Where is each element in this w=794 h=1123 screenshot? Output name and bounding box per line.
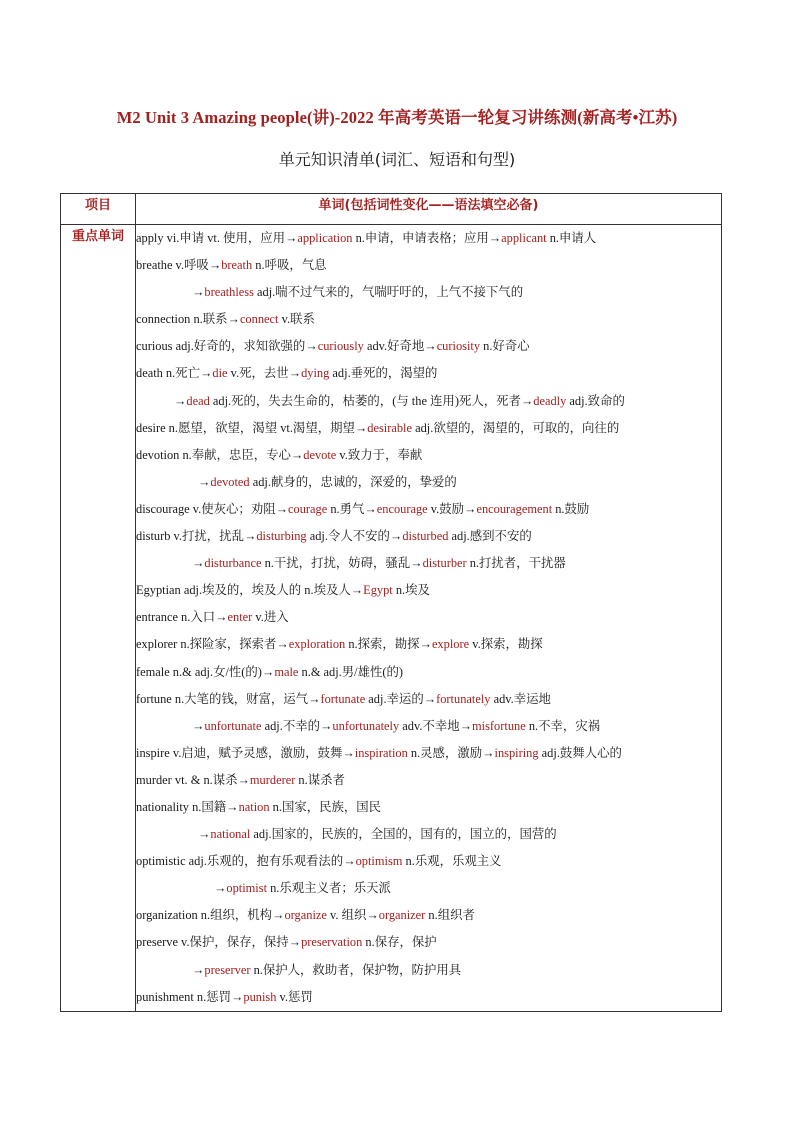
vocab-text: v.进入 — [252, 610, 289, 625]
vocab-derivative: exploration — [288, 637, 346, 652]
vocab-derivative: nation — [238, 799, 270, 814]
vocab-text: → — [192, 285, 205, 300]
vocab-text: n.灵感，激励→ — [407, 745, 495, 760]
vocab-line — [136, 415, 721, 442]
page-subtitle: 单元知识清单(词汇、短语和句型) — [278, 150, 516, 169]
vocab-text: adj.感到不安的 — [448, 529, 532, 544]
vocab-derivative: punish — [243, 989, 277, 1004]
vocab-derivative: dying — [301, 366, 330, 381]
vocab-line — [136, 767, 721, 794]
vocab-derivative: inspiring — [494, 745, 539, 760]
vocab-derivative: murderer — [249, 772, 296, 787]
vocab-derivative: fortunate — [320, 691, 366, 706]
vocab-text: v. 组织→ — [326, 908, 379, 923]
vocab-line — [136, 848, 721, 875]
vocab-text: adj.幸运的→ — [365, 691, 437, 706]
vocab-text: entrance n.入口→ — [136, 610, 228, 625]
vocab-derivative: disturbance — [204, 556, 262, 571]
vocab-line — [136, 902, 721, 929]
vocab-text: adj.死的，失去生命的，枯萎的，(与 the 连用)死人，死者→ — [209, 393, 534, 408]
vocab-derivative: applicant — [501, 231, 547, 245]
vocab-text: discourage v.使灰心；劝阻→ — [136, 501, 288, 516]
vocab-text: preserve v.保护，保存，保持→ — [136, 935, 302, 950]
vocab-text: n.好奇心 — [480, 339, 530, 354]
vocab-text: n.谋杀者 — [295, 772, 345, 787]
vocab-text: n.组织者 — [425, 908, 475, 923]
vocab-text: v.死，去世→ — [227, 366, 302, 381]
vocab-text: adj.欲望的，渴望的，可取的，向往的 — [412, 420, 620, 435]
header-item-column: 项目 — [61, 194, 136, 225]
vocab-text: n.申请人 — [546, 231, 597, 245]
vocab-text: adj.献身的，忠诚的，深爱的，挚爱的 — [249, 474, 457, 489]
vocab-text: nationality n.国籍→ — [136, 799, 239, 814]
vocab-line — [136, 496, 721, 523]
vocab-derivative: connect — [239, 312, 279, 327]
page-title: M2 Unit 3 Amazing people(讲)-2022 年高考英语一轮复习讲练测(新高考•江苏) — [116, 108, 678, 127]
table-row — [61, 225, 722, 1012]
vocab-derivative: courage — [288, 501, 328, 516]
vocab-line — [136, 225, 721, 252]
vocab-text: devotion n.奉献，忠臣，专心→ — [136, 447, 304, 462]
vocab-text: → — [174, 393, 187, 408]
vocab-derivative: fortunately — [436, 691, 491, 706]
vocab-derivative: die — [212, 366, 228, 381]
vocab-text: murder vt. & n.谋杀→ — [136, 772, 250, 787]
vocab-text: explorer n.探险家，探索者→ — [136, 637, 289, 652]
vocab-text: adj.致命的 — [566, 393, 625, 408]
vocab-derivative: application — [297, 231, 353, 245]
vocab-derivative: organizer — [378, 908, 426, 923]
vocab-derivative: dead — [186, 393, 210, 408]
vocab-line — [136, 740, 721, 767]
vocab-line — [136, 306, 721, 333]
vocab-text: apply vi.申请 vt. 使用，应用→ — [136, 231, 298, 245]
vocab-text: v.致力于，奉献 — [336, 447, 423, 462]
vocab-text: fortune n.大笔的钱，财富，运气→ — [136, 691, 321, 706]
vocab-text: optimistic adj.乐观的，抱有乐观看法的→ — [136, 854, 356, 869]
vocab-derivative: breathless — [204, 285, 254, 300]
vocab-text: v.惩罚 — [276, 989, 313, 1004]
vocab-text: adj.令人不安的→ — [306, 529, 403, 544]
vocab-text: adv.好奇地→ — [363, 339, 437, 354]
vocab-line — [136, 388, 721, 415]
vocab-text: connection n.联系→ — [136, 312, 240, 327]
vocab-text: v.探索，勘探 — [469, 637, 543, 652]
vocab-text: adj.鼓舞人心的 — [538, 745, 622, 760]
vocab-line — [136, 469, 721, 496]
vocab-text: n.& adj.男/雄性(的) — [298, 664, 404, 679]
vocab-line — [136, 686, 721, 713]
vocab-derivative: national — [210, 827, 251, 842]
vocabulary-table — [60, 193, 722, 1012]
vocab-text: curious adj.好奇的，求知欲强的→ — [136, 339, 318, 354]
vocab-text: adj.国家的，民族的，全国的，国有的，国立的，国营的 — [250, 827, 557, 842]
vocab-line — [136, 713, 721, 740]
vocab-line — [136, 550, 721, 577]
vocab-text: adv.幸运地 — [490, 691, 551, 706]
vocab-derivative: optimism — [355, 854, 403, 869]
category-label: 重点单词 — [61, 225, 136, 1012]
vocab-text: n.乐观，乐观主义 — [402, 854, 502, 869]
vocab-line — [136, 984, 721, 1011]
vocab-text: v.鼓励→ — [427, 501, 477, 516]
vocab-derivative: devote — [303, 447, 337, 462]
vocab-text: → — [192, 556, 205, 571]
vocab-text: death n.死亡→ — [136, 366, 213, 381]
vocab-derivative: disturbing — [256, 529, 307, 544]
vocab-derivative: devoted — [210, 474, 250, 489]
vocab-derivative: deadly — [533, 393, 567, 408]
vocab-text: → — [192, 962, 205, 977]
vocab-line — [136, 279, 721, 306]
vocab-text: n.勇气→ — [327, 501, 377, 516]
vocab-text: n.探索，勘探→ — [345, 637, 432, 652]
vocab-line — [136, 577, 721, 604]
vocab-text: desire n.愿望，欲望，渴望 vt.渴望，期望→ — [136, 420, 368, 435]
vocab-text: punishment n.惩罚→ — [136, 989, 244, 1004]
vocab-text: n.申请，申请表格；应用→ — [352, 231, 502, 245]
header-words-column: 单词(包括词性变化——语法填空必备) — [136, 194, 722, 225]
vocab-text: → — [198, 474, 211, 489]
vocab-line — [136, 659, 721, 686]
vocab-text: female n.& adj.女/性(的)→ — [136, 664, 275, 679]
vocab-text: n.打扰者，干扰器 — [466, 556, 566, 571]
vocab-text: n.乐观主义者；乐天派 — [267, 881, 391, 896]
vocab-derivative: misfortune — [472, 718, 526, 733]
vocab-derivative: curiosity — [436, 339, 481, 354]
vocab-derivative: preserver — [204, 962, 251, 977]
vocab-derivative: curiously — [317, 339, 364, 354]
vocab-text: adj.不幸的→ — [261, 718, 333, 733]
vocab-derivative: explore — [431, 637, 470, 652]
vocab-entries — [136, 225, 722, 1012]
vocab-text: adj.垂死的，渴望的 — [329, 366, 438, 381]
vocab-derivative: Egypt — [363, 583, 393, 598]
vocab-line — [136, 821, 721, 848]
vocab-derivative: enter — [227, 610, 253, 625]
vocab-text: n.干扰，打扰，妨碍，骚乱→ — [261, 556, 423, 571]
vocab-text: n.呼吸，气息 — [252, 258, 327, 273]
vocab-text: n.埃及 — [392, 583, 430, 598]
vocab-text: n.保护人，救助者，保护物，防护用具 — [250, 962, 462, 977]
vocab-text: n.保存，保护 — [362, 935, 437, 950]
vocab-derivative: male — [274, 664, 299, 679]
vocab-text: disturb v.打扰，扰乱→ — [136, 529, 257, 544]
vocab-line — [136, 360, 721, 387]
vocab-line — [136, 631, 721, 658]
vocab-derivative: encourage — [376, 501, 428, 516]
vocab-derivative: disturber — [422, 556, 467, 571]
table-header-row — [61, 194, 722, 225]
vocab-line — [136, 794, 721, 821]
vocab-derivative: unfortunate — [204, 718, 262, 733]
vocab-line — [136, 929, 721, 956]
vocab-text: adv.不幸地→ — [399, 718, 473, 733]
vocab-derivative: inspiration — [354, 745, 408, 760]
vocab-line — [136, 523, 721, 550]
vocab-derivative: breath — [221, 258, 253, 273]
vocab-text: → — [214, 881, 227, 896]
vocab-derivative: preservation — [301, 935, 363, 950]
vocab-text: n.国家，民族，国民 — [269, 799, 382, 814]
vocab-text: → — [192, 718, 205, 733]
vocab-derivative: desirable — [367, 420, 413, 435]
vocab-line — [136, 442, 721, 469]
vocab-derivative: optimist — [226, 881, 268, 896]
vocab-line — [136, 604, 721, 631]
vocab-derivative: disturbed — [402, 529, 449, 544]
vocab-text: Egyptian adj.埃及的，埃及人的 n.埃及人→ — [136, 583, 364, 598]
vocab-text: organization n.组织，机构→ — [136, 908, 285, 923]
vocab-line — [136, 333, 721, 360]
vocab-text: inspire v.启迪，赋予灵感，激励，鼓舞→ — [136, 745, 355, 760]
vocab-derivative: unfortunately — [332, 718, 400, 733]
vocab-line — [136, 957, 721, 984]
vocab-text: n.鼓励 — [552, 501, 590, 516]
vocab-text: adj.喘不过气来的，气喘吁吁的，上气不接下气的 — [253, 285, 524, 300]
vocab-text: n.不幸，灾祸 — [525, 718, 601, 733]
vocab-derivative: organize — [284, 908, 327, 923]
vocab-line — [136, 875, 721, 902]
vocab-text: → — [198, 827, 211, 842]
vocab-text: breathe v.呼吸→ — [136, 258, 222, 273]
vocab-line — [136, 252, 721, 279]
vocab-text: v.联系 — [278, 312, 315, 327]
vocab-derivative: encouragement — [476, 501, 553, 516]
